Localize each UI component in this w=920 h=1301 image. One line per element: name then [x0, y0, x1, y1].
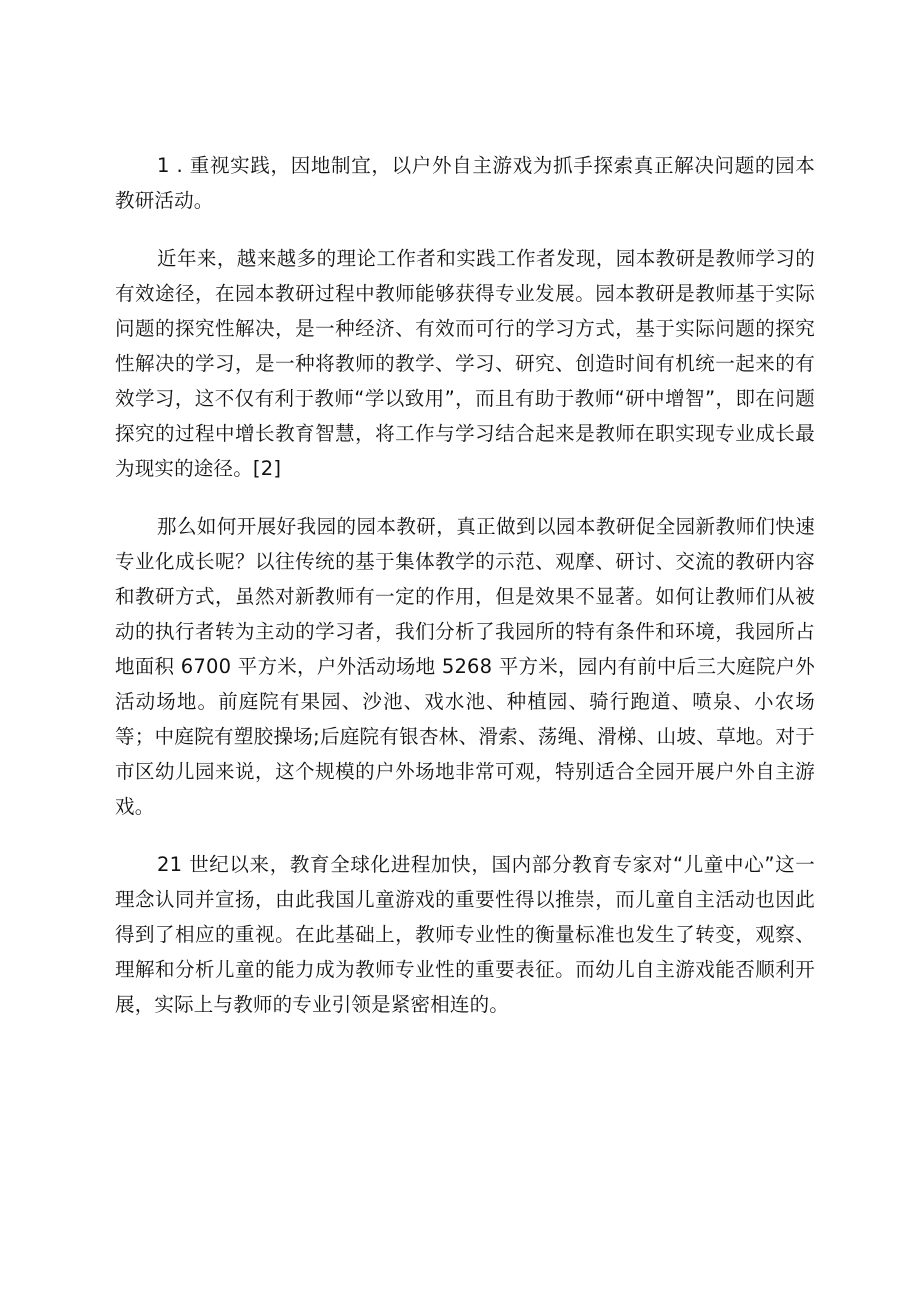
section-heading-paragraph: 1 . 重视实践，因地制宜，以户外自主游戏为抓手探索真正解决问题的园本教研活动。: [115, 154, 815, 212]
body-paragraph-child-centered: 21 世纪以来，教育全球化进程加快，国内部分教育专家对“儿童中心”这一理念认同并宣扬，由此我国儿童游戏的重要性得以推崇，而儿童自主活动也因此得到了相应的重视。在此基础上，教师专业性的衡量标准也发生了转变，观察、理解和分析儿童的能力成为教师专业性的重要表征。而幼儿自主游戏能否顺利开展，实际上与教师的专业引领是紧密相连的。: [115, 853, 815, 1016]
body-paragraph-outdoor-space: 那么如何开展好我园的园本教研，真正做到以园本教研促全园新教师们快速专业化成长呢？以往传统的基于集体教学的示范、观摩、研讨、交流的教研内容和教研方式，虽然对新教师有一定的作用，但是效果不显著。如何让教师们从被动的执行者转为主动的学习者，我们分析了我园所的特有条件和环境，我园所占地面积 6700 平方米，户外活动场地 5268 平方米，园内有前中后三大庭院户外活动场地。前庭院有果园、沙池、戏水池、种植园、骑行跑道、喷泉、小农场等；中庭院有塑胶操场;后庭院有银杏林、滑索、荡绳、滑梯、山坡、草地。对于市区幼儿园来说，这个规模的户外场地非常可观，特别适合全园开展户外自主游戏。: [115, 515, 815, 818]
document-page: [115, 148, 815, 1022]
body-paragraph-research: 近年来，越来越多的理论工作者和实践工作者发现，园本教研是教师学习的有效途径，在园本教研过程中教师能够获得专业发展。园本教研是教师基于实际问题的探究性解决，是一种经济、有效而可行的学习方式，基于实际问题的探究性解决的学习，是一种将教师的教学、学习、研究、创造时间有机统一起来的有效学习，这不仅有利于教师“学以致用”，而且有助于教师“研中增智”，即在问题探究的过程中增长教育智慧，将工作与学习结合起来是教师在职实现专业成长最为现实的途径。[2]: [115, 247, 815, 480]
